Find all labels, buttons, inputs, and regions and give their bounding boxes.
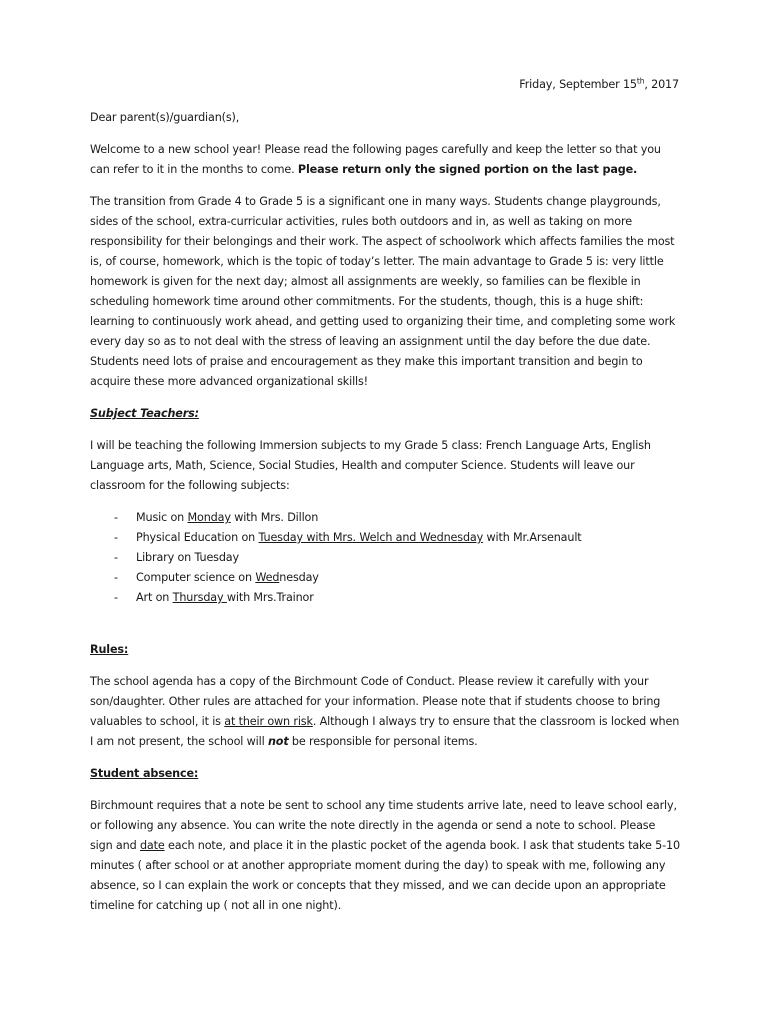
item-text: Art on xyxy=(136,591,173,604)
list-dash: - xyxy=(114,591,118,604)
intro-text: Welcome to a new school year! Please read the following pages carefully and keep the letter so that you can refer to it in the months to come. xyxy=(90,143,661,176)
list-item xyxy=(90,508,680,528)
list-dash: - xyxy=(114,571,118,584)
list-dash: - xyxy=(114,531,118,544)
salutation: Dear parent(s)/guardian(s), xyxy=(90,111,240,124)
transition-paragraph: The transition from Grade 4 to Grade 5 is a significant one in many ways. Students change playgrounds, sides of the school, extra-curricular activities, rules both outdoors and in, as well as taking on more responsibility for their belongings and their work. The aspect of schoolwork which affects families the most is, of course, homework, which is the topic of today’s letter. The main advantage to Grade 5 is: very little homework is given for the next day; almost all assignments are weekly, so families can be flexible in scheduling homework time around other commitments. For the students, though, this is a huge shift: learning to continuously work ahead, and getting used to organizing their time, and completing some work every day so as to not deal with the stress of leaving an assignment until the day before the due date. Students need lots of praise and encouragement as they make this important transition and begin to acquire these more advanced organizational skills! xyxy=(90,195,676,388)
list-item xyxy=(90,548,680,568)
subject-list xyxy=(90,508,680,608)
date-year: , 2017 xyxy=(644,78,679,91)
absence-underlined: date xyxy=(139,839,165,852)
rules-text: be responsible for personal items. xyxy=(288,735,478,748)
rules-emphasis: not xyxy=(267,735,289,748)
absence-text: each note, and place it in the plastic pocket of the agenda book. I ask that students take 5-10 minutes ( after school or at another appropriate moment during the day) to speak with me, following any absence, so I can explain the work or concepts that they missed, and we can decide upon an appropriate timeline for catching up ( not all in one night). xyxy=(90,839,680,912)
item-text: with Mr.Arsenault xyxy=(483,531,582,544)
item-underlined: Wed xyxy=(255,571,280,584)
date-text: Friday, September 15 xyxy=(519,78,637,91)
item-text: with Mrs. Dillon xyxy=(230,511,319,524)
student-absence-paragraph xyxy=(90,796,680,916)
list-dash: - xyxy=(114,511,118,524)
item-text: Library on Tuesday xyxy=(136,551,239,564)
intro-bold-instruction: Please return only the signed portion on the last page. xyxy=(297,163,638,176)
item-underlined: Monday xyxy=(187,511,231,524)
list-item xyxy=(90,588,680,608)
letter-date xyxy=(90,75,680,95)
list-dash: - xyxy=(114,551,118,564)
item-text: with Mrs.Trainor xyxy=(226,591,314,604)
spacer xyxy=(90,608,680,640)
rules-text: . Although I always try to ensure that the classroom is locked when I am not present, the school will xyxy=(90,715,680,748)
rules-heading: Rules: xyxy=(90,643,129,656)
subject-teachers-paragraph: I will be teaching the following Immersion subjects to my Grade 5 class: French Language Arts, English Language arts, Math, Science, Social Studies, Health and computer Science. Students will leave our classroom for the following subjects: xyxy=(90,439,651,492)
item-text: Music on xyxy=(136,511,188,524)
item-text: Computer science on xyxy=(136,571,256,584)
rules-underlined: at their own risk xyxy=(224,715,313,728)
rules-text: The school agenda has a copy of the Birchmount Code of Conduct. Please review it carefully with your son/daughter. Other rules are attached for your information. Please note that if students choose to bring valuables to school, it is xyxy=(90,675,661,728)
list-item xyxy=(90,528,680,548)
item-underlined: Thursday xyxy=(172,591,227,604)
intro-paragraph xyxy=(90,140,680,180)
item-text: nesday xyxy=(279,571,319,584)
student-absence-heading: Student absence: xyxy=(90,767,199,780)
absence-text: Birchmount requires that a note be sent to school any time students arrive late, need to leave school early, or following any absence. You can write the note directly in the agenda or send a note to school. Please sign and xyxy=(90,799,677,852)
rules-paragraph xyxy=(90,672,680,752)
list-item xyxy=(90,568,680,588)
date-superscript: th xyxy=(636,76,645,86)
item-text: Physical Education on xyxy=(136,531,259,544)
subject-teachers-heading: Subject Teachers: xyxy=(90,407,199,420)
item-underlined: Tuesday with Mrs. Welch and Wednesday xyxy=(258,531,484,544)
